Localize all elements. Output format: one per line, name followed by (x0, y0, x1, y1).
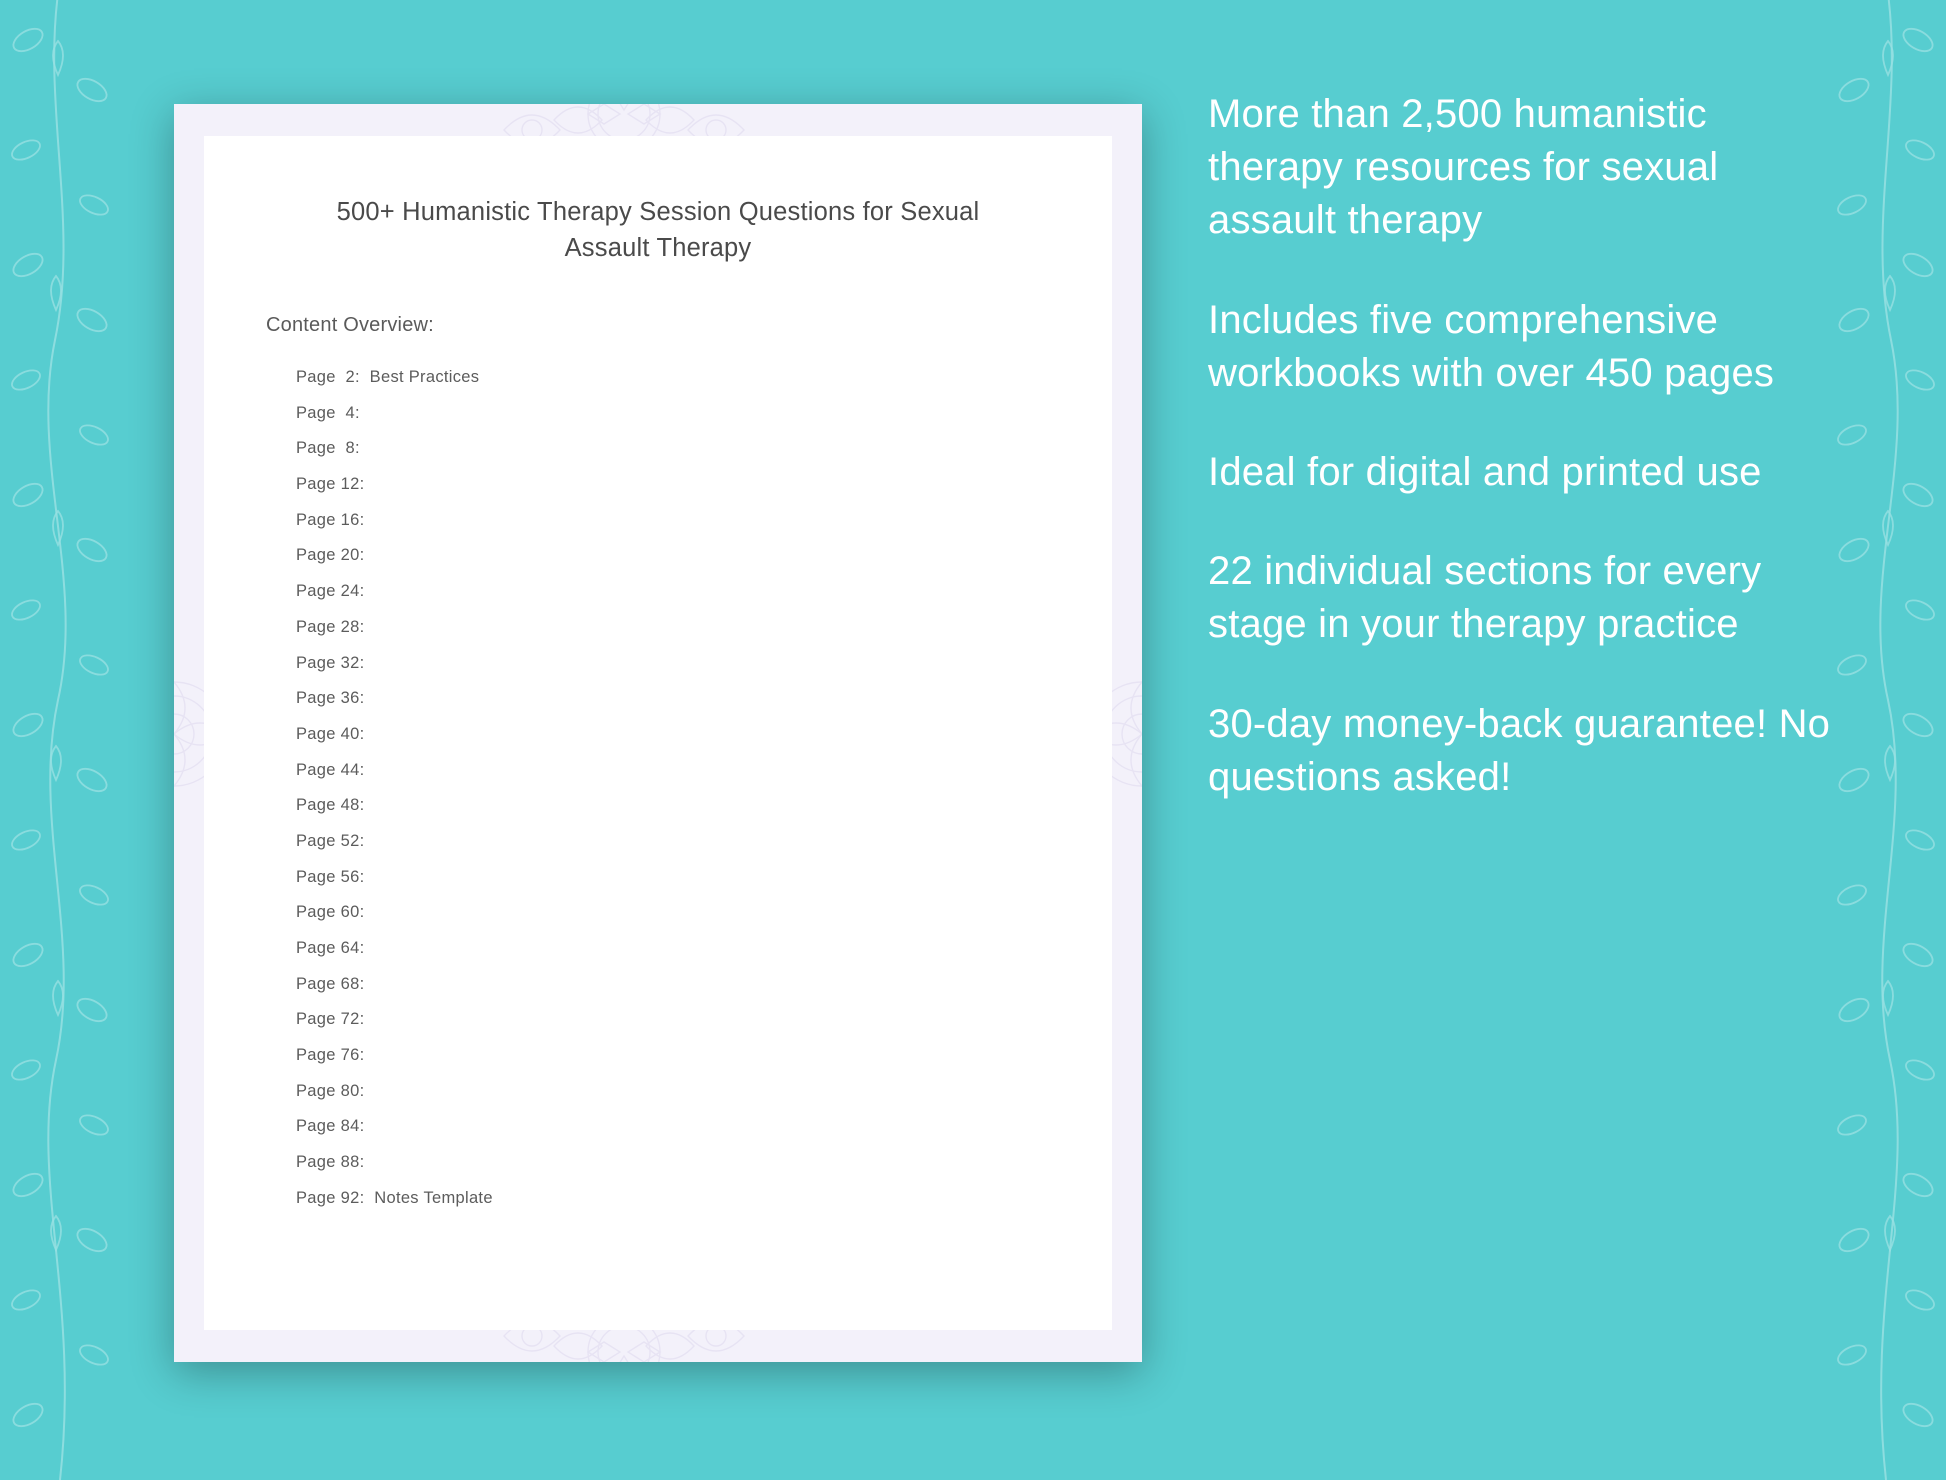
toc-entry-label: Best Practices (369, 368, 480, 386)
toc-page-number: Page 40: (296, 724, 365, 743)
marketing-bullet: Ideal for digital and printed use (1208, 449, 1762, 494)
document-title: 500+ Humanistic Therapy Session Questions for Sexual Assault Therapy (336, 198, 980, 263)
list-item (296, 859, 1112, 895)
toc-page-number: Page 92: (296, 1188, 365, 1207)
list-item (296, 1145, 1112, 1181)
toc-page-number: Page 76: (296, 1046, 365, 1065)
toc-page-number: Page 64: (296, 939, 365, 957)
toc-page-number: Page 72: (296, 1010, 365, 1029)
list-item (296, 895, 1112, 931)
marketing-bullet: More than 2,500 humanistic therapy resources for sexual assault therapy (1208, 92, 1719, 243)
list-item (296, 574, 1112, 610)
toc-entry-label: Notes Template (374, 1188, 493, 1207)
toc-page-number: Page 48: (296, 796, 365, 815)
list-item (296, 395, 1112, 431)
marketing-bullets (1208, 88, 1848, 804)
content-overview-label: Content Overview: (266, 314, 434, 337)
list-item (296, 538, 1112, 574)
list-item (296, 1180, 1112, 1216)
list-item (296, 645, 1112, 681)
left-floral-border (0, 0, 120, 1460)
toc-page-number: Page 2: (296, 368, 360, 386)
toc-page-number: Page 60: (296, 903, 365, 922)
toc-page-number: Page 20: (296, 546, 365, 565)
toc-page-number: Page 12: (296, 475, 365, 494)
toc-page-number: Page 32: (296, 653, 365, 672)
toc-page-number: Page 28: (296, 617, 365, 636)
table-of-contents (296, 359, 1112, 1216)
list-item (296, 431, 1112, 467)
marketing-bullet: 30-day money-back guarantee! No questions asked! (1208, 701, 1831, 799)
list-item (296, 823, 1112, 859)
marketing-bullet: Includes five comprehensive workbooks with over 450 pages (1208, 297, 1775, 395)
list-item (296, 1037, 1112, 1073)
document-preview (174, 104, 1142, 1362)
toc-page-number: Page 56: (296, 867, 365, 886)
list-item (296, 788, 1112, 824)
list-item (296, 930, 1112, 966)
toc-page-number: Page 88: (296, 1153, 365, 1172)
toc-page-number: Page 84: (296, 1117, 365, 1136)
marketing-bullet: 22 individual sections for every stage in your therapy practice (1208, 549, 1762, 647)
list-item (296, 1109, 1112, 1145)
list-item (296, 681, 1112, 717)
list-item (296, 609, 1112, 645)
list-item (296, 716, 1112, 752)
toc-page-number: Page 52: (296, 831, 365, 850)
toc-page-number: Page 80: (296, 1081, 365, 1100)
toc-page-number: Page 24: (296, 582, 365, 601)
list-item (296, 502, 1112, 538)
toc-page-number: Page 68: (296, 974, 365, 993)
list-item (296, 1002, 1112, 1038)
list-item (296, 359, 1112, 395)
toc-page-number: Page 44: (296, 760, 365, 779)
toc-page-number: Page 4: (296, 403, 360, 422)
toc-page-number: Page 16: (296, 510, 365, 529)
toc-page-number: Page 8: (296, 439, 360, 458)
list-item (296, 752, 1112, 788)
document-page (204, 136, 1112, 1330)
list-item (296, 466, 1112, 502)
toc-page-number: Page 36: (296, 689, 365, 708)
list-item (296, 966, 1112, 1002)
list-item (296, 1073, 1112, 1109)
